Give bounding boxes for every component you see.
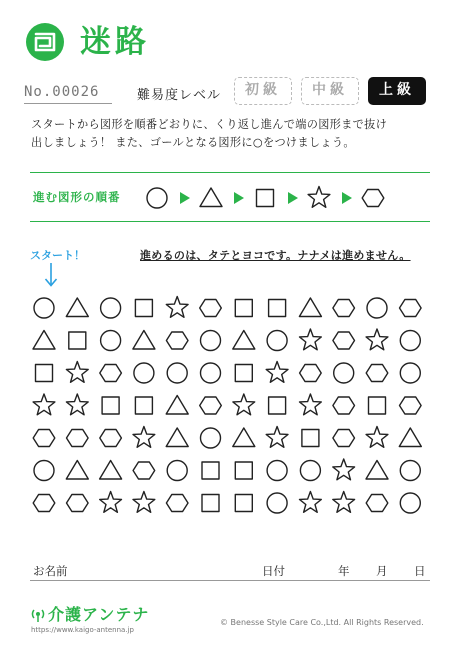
difficulty-label: 難易度レベル	[137, 88, 222, 103]
maze-cell-circle-icon[interactable]	[334, 363, 354, 383]
maze-cell-circle-icon[interactable]	[267, 493, 287, 513]
divider-top	[30, 172, 430, 173]
maze-cell-hexagon-icon[interactable]	[400, 300, 422, 317]
movement-rule: 進めるのは、タテとヨコです。ナナメは進めません。	[140, 249, 411, 262]
maze-cell-circle-icon[interactable]	[400, 461, 420, 481]
maze-cell-triangle-icon[interactable]	[100, 461, 122, 480]
maze-cell-star-icon[interactable]	[366, 427, 388, 448]
shape-sequence	[140, 180, 400, 216]
maze-cell-square-icon[interactable]	[235, 300, 252, 317]
maze-cell-circle-icon[interactable]	[367, 298, 387, 318]
sequence-arrow-icon	[342, 192, 352, 204]
maze-cell-triangle-icon[interactable]	[233, 331, 255, 350]
maze-cell-circle-icon[interactable]	[101, 331, 121, 351]
brand-logo: 介護アンテナ	[48, 605, 150, 624]
sequence-arrow-icon	[180, 192, 190, 204]
divider-bottom	[30, 221, 430, 222]
maze-cell-hexagon-icon[interactable]	[200, 300, 222, 317]
level-advanced-badge: 上級	[368, 77, 426, 105]
maze-cell-circle-icon[interactable]	[201, 331, 221, 351]
sequence-arrow-icon	[234, 192, 244, 204]
copyright: © Benesse Style Care Co.,Ltd. All Rights Reserved.	[220, 618, 424, 627]
maze-cell-hexagon-icon[interactable]	[67, 495, 89, 512]
maze-cell-circle-icon[interactable]	[400, 493, 420, 513]
maze-cell-star-icon[interactable]	[333, 492, 355, 513]
month-label: 月	[376, 564, 388, 578]
maze-cell-star-icon[interactable]	[233, 394, 255, 415]
maze-cell-hexagon-icon[interactable]	[333, 430, 355, 447]
maze-cell-star-icon[interactable]	[266, 427, 288, 448]
maze-cell-star-icon[interactable]	[366, 329, 388, 350]
maze-cell-circle-icon[interactable]	[101, 298, 121, 318]
day-label: 日	[414, 564, 426, 578]
maze-cell-circle-icon[interactable]	[167, 363, 187, 383]
maze-cell-hexagon-icon[interactable]	[333, 332, 355, 349]
maze-cell-triangle-icon[interactable]	[366, 461, 388, 480]
maze-cell-hexagon-icon[interactable]	[100, 430, 122, 447]
maze-cell-star-icon[interactable]	[100, 492, 122, 513]
signature-line	[30, 580, 430, 581]
brand-url: https://www.kaigo-antenna.jp	[31, 626, 134, 634]
maze-cell-star-icon[interactable]	[133, 427, 155, 448]
level-beginner-badge: 初級	[234, 77, 292, 105]
maze-cell-circle-icon[interactable]	[201, 428, 221, 448]
maze-cell-circle-icon[interactable]	[267, 331, 287, 351]
maze-cell-hexagon-icon[interactable]	[333, 300, 355, 317]
maze-cell-square-icon[interactable]	[235, 365, 252, 382]
maze-cell-square-icon[interactable]	[235, 495, 252, 512]
maze-cell-square-icon[interactable]	[302, 430, 319, 447]
maze-cell-square-icon[interactable]	[369, 397, 386, 414]
maze-cell-square-icon[interactable]	[36, 365, 53, 382]
maze-cell-star-icon[interactable]	[300, 329, 322, 350]
maze-cell-triangle-icon[interactable]	[299, 298, 321, 317]
maze-cell-triangle-icon[interactable]	[166, 396, 188, 415]
antenna-icon	[30, 607, 46, 623]
maze-cell-triangle-icon[interactable]	[66, 298, 88, 317]
level-intermediate-badge: 中級	[301, 77, 359, 105]
maze-logo-icon	[25, 22, 65, 62]
name-label: お名前	[33, 564, 68, 578]
maze-cell-triangle-icon[interactable]	[166, 428, 188, 447]
maze-cell-square-icon[interactable]	[269, 397, 286, 414]
page-title: 迷路	[80, 24, 150, 60]
maze-cell-triangle-icon[interactable]	[133, 331, 155, 350]
maze-cell-square-icon[interactable]	[102, 397, 119, 414]
maze-cell-star-icon[interactable]	[266, 362, 288, 383]
maze-cell-circle-icon[interactable]	[167, 461, 187, 481]
year-label: 年	[338, 564, 350, 578]
maze-cell-hexagon-icon[interactable]	[166, 495, 188, 512]
maze-cell-circle-icon[interactable]	[134, 363, 154, 383]
start-arrow-icon	[44, 262, 58, 288]
maze-cell-hexagon-icon[interactable]	[400, 397, 422, 414]
maze-cell-hexagon-icon[interactable]	[300, 365, 322, 382]
sequence-label: 進む図形の順番	[33, 190, 121, 204]
maze-cell-triangle-icon[interactable]	[66, 461, 88, 480]
maze-grid	[25, 288, 435, 520]
maze-cell-hexagon-icon[interactable]	[200, 397, 222, 414]
maze-cell-triangle-icon[interactable]	[399, 428, 421, 447]
maze-cell-square-icon[interactable]	[235, 462, 252, 479]
start-label: スタート！	[30, 249, 85, 262]
maze-cell-hexagon-icon[interactable]	[33, 495, 55, 512]
instructions-line-1: スタートから図形を順番どおりに、くり返し進んで端の図形まで抜け	[31, 118, 388, 131]
maze-cell-square-icon[interactable]	[135, 300, 152, 317]
maze-cell-circle-icon[interactable]	[201, 363, 221, 383]
maze-cell-circle-icon[interactable]	[400, 331, 420, 351]
maze-cell-circle-icon[interactable]	[34, 298, 54, 318]
maze-cell-square-icon[interactable]	[202, 462, 219, 479]
maze-cell-star-icon[interactable]	[33, 394, 55, 415]
maze-cell-star-icon[interactable]	[66, 362, 88, 383]
maze-cell-circle-icon[interactable]	[267, 461, 287, 481]
maze-cell-hexagon-icon[interactable]	[366, 495, 388, 512]
maze-cell-hexagon-icon[interactable]	[33, 430, 55, 447]
maze-cell-square-icon[interactable]	[269, 300, 286, 317]
maze-cell-hexagon-icon[interactable]	[100, 365, 122, 382]
triangle-icon	[200, 188, 222, 207]
date-label: 日付	[262, 564, 285, 578]
maze-cell-star-icon[interactable]	[333, 459, 355, 480]
hexagon-icon	[362, 190, 384, 207]
maze-cell-circle-icon[interactable]	[300, 461, 320, 481]
instructions	[31, 116, 441, 152]
circle-icon	[147, 188, 167, 208]
instructions-line-2: 出しましょう！ また、ゴールとなる図形に○をつけましょう。	[31, 136, 355, 149]
maze-cell-hexagon-icon[interactable]	[133, 462, 155, 479]
maze-cell-star-icon[interactable]	[166, 297, 188, 318]
maze-cell-star-icon[interactable]	[133, 492, 155, 513]
maze-cell-square-icon[interactable]	[202, 495, 219, 512]
sequence-arrow-icon	[288, 192, 298, 204]
maze-cell-star-icon[interactable]	[66, 394, 88, 415]
maze-cell-star-icon[interactable]	[300, 394, 322, 415]
maze-cell-hexagon-icon[interactable]	[333, 397, 355, 414]
maze-cell-hexagon-icon[interactable]	[166, 332, 188, 349]
maze-cell-square-icon[interactable]	[135, 397, 152, 414]
square-icon	[257, 190, 274, 207]
maze-cell-hexagon-icon[interactable]	[366, 365, 388, 382]
maze-cell-triangle-icon[interactable]	[33, 331, 55, 350]
maze-cell-circle-icon[interactable]	[34, 461, 54, 481]
maze-cell-square-icon[interactable]	[69, 332, 86, 349]
maze-cell-hexagon-icon[interactable]	[67, 430, 89, 447]
maze-cell-triangle-icon[interactable]	[233, 428, 255, 447]
document-number: No.00026	[24, 84, 100, 100]
divider	[24, 103, 112, 104]
maze-cell-star-icon[interactable]	[300, 492, 322, 513]
maze-cell-circle-icon[interactable]	[400, 363, 420, 383]
star-icon	[308, 187, 330, 208]
